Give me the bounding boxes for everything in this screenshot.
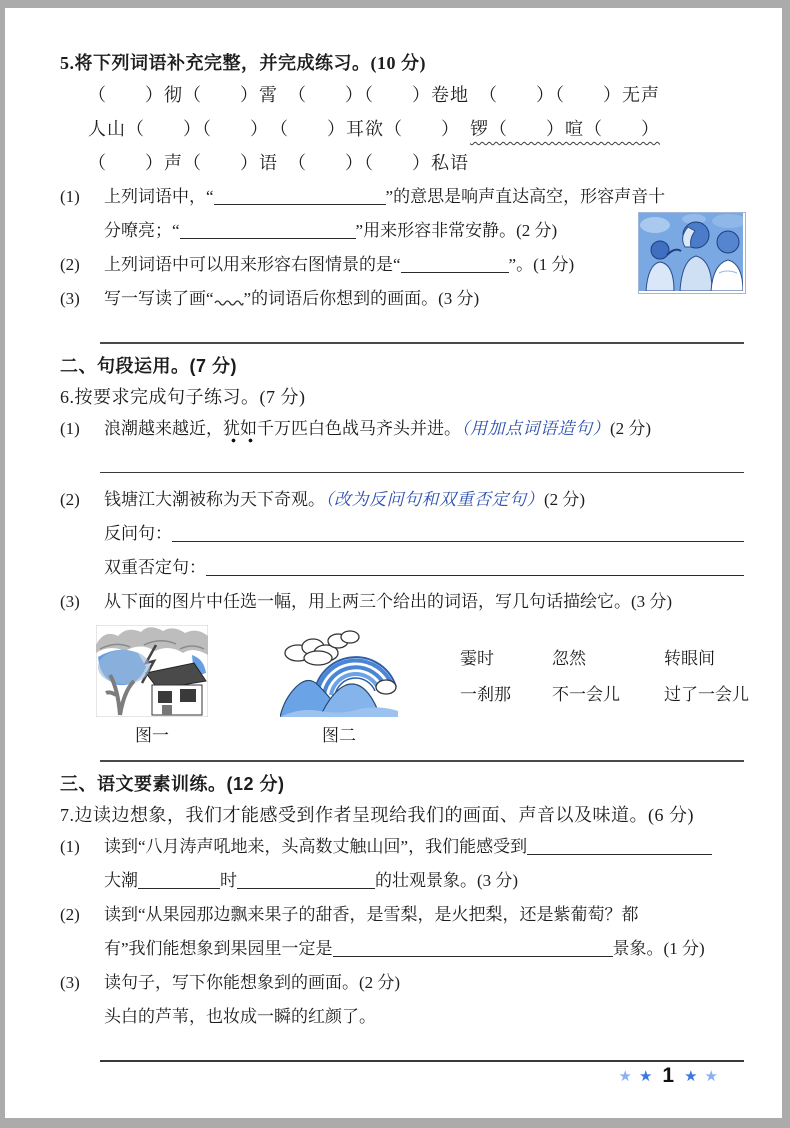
q5-sub1-line2-pre: 分嘹亮；“ [104,221,180,240]
q7-sub1-number: (1) [60,837,80,856]
star-icon: ★ [684,1067,698,1085]
section-divider [100,342,744,344]
q5-sub2-text: 上列词语中可以用来形容右图情景的是“ [104,255,401,274]
answer-blank [401,255,509,273]
rhetorical-question-label: 反问句： [104,524,172,543]
q5-sub1-text-pre: 上列词语中，“ [104,187,214,206]
answer-blank [237,871,375,889]
word-item: 霎时 [460,649,494,668]
answer-blank [214,187,386,205]
word-fill-row-3: （ ）声（ ）语 （ ）（ ）私语 [88,153,469,173]
answer-blank [206,551,744,576]
q6-sub2-answer1 [60,517,744,551]
q6-sub2-score: (2 分) [544,490,586,509]
question-7-heading: 7.边读边想象，我们才能感受到作者呈现给我们的画面、声音以及味道。(6 分) [60,805,694,825]
page-footer [619,1064,719,1088]
q7-sub3-line2: 头白的芦苇，也妆成一瞬的红颜了。 [104,1007,376,1026]
q7-sub1-line2 [60,864,744,898]
crowd-watching-illustration [638,212,746,294]
q5-sub1-line1 [60,180,744,214]
footer-divider [100,1060,744,1062]
star-icon: ★ [618,1067,632,1085]
question-5-heading: 5.将下列词语补充完整，并完成练习。(10 分) [60,53,426,73]
q6-sub1-text-post: 千万匹白色战马齐头并进。 [257,419,461,438]
q5-sub3-number: (3) [60,289,80,308]
q6-sub2-annotation: （改为反问句和双重否定句） [325,490,544,509]
answer-writing-line [100,446,744,473]
q7-sub2-line2 [60,932,744,966]
q6-sub2-text: 钱塘江大潮被称为天下奇观。 [104,490,325,509]
q7-sub2-l2b: 景象。(1 分) [612,939,705,958]
word-item: 一刹那 [460,685,511,704]
q7-sub2-text: 读到“从果园那边飘来果子的甜香，是雪梨，是火把梨，还是紫葡萄？都 [104,905,639,924]
q5-sub2-score: ”。(1 分) [508,255,575,274]
q6-sub1-annotation: （用加点词语造句） [461,419,610,438]
star-icon: ★ [638,1067,653,1085]
star-icon: ★ [704,1067,718,1085]
word-item: 忽然 [552,649,586,668]
q5-sub3-text-post: ”的词语后你想到的画面。(3 分) [243,289,480,308]
q6-sub2-number: (2) [60,490,80,509]
q7-sub1-l2c: 的壮观景象。(3 分) [375,871,519,890]
figure-2 [280,625,398,746]
word-bank [460,641,784,713]
word-fill-row-2 [60,112,744,146]
q7-sub3-text: 读句子，写下你能想象到的画面。(2 分) [104,973,401,992]
q6-sub1-score: (2 分) [610,419,652,438]
q7-sub1-line1 [60,830,744,864]
q6-sub2-answer2 [60,551,744,585]
q7-sub2-l2a: 有”我们能想象到果园里一定是 [104,939,333,958]
q7-sub1-text: 读到“八月涛声吼地来，头高数丈触山回”，我们能感受到 [104,837,528,856]
q7-sub2-line1 [60,898,744,932]
word-bank-row-2 [460,677,784,713]
word-item: 不一会儿 [552,685,620,704]
q7-sub1-l2a: 大潮 [104,871,138,890]
q5-sub1-text-mid: ”的意思是响声直达高空，形容声音十 [385,187,666,206]
word-item: 过了一会儿 [664,685,749,704]
word-fill-row-2-plain: 人山（ ）（ ） （ ）耳欲（ ） [88,119,470,139]
q7-sub3-number: (3) [60,973,80,992]
q6-sub3-text: 从下面的图片中任选一幅，用上两三个给出的词语，写几句话描绘它。(3 分) [104,592,673,611]
q6-sub1-dotted-word: 犹如 [223,419,257,443]
word-fill-row-2-wavy-underlined: 锣（ ）喧（ ） [470,119,660,139]
answer-blank [333,939,613,957]
answer-blank [527,837,712,855]
figure-2-caption: 图二 [322,726,356,745]
q5-sub3-text-pre: 写一写读了画“ [104,289,214,308]
figure-1-caption: 图一 [135,726,169,745]
word-fill-row-1: （ ）彻（ ）霄 （ ）（ ）卷地 （ ）（ ）无声 [88,85,660,105]
section-2-heading: 二、句段运用。(7 分) [60,356,237,376]
q6-sub3-line [60,585,744,619]
q7-sub1-l2b: 时 [220,871,237,890]
q6-sub1-line [60,412,744,446]
figure-row [60,625,749,746]
q5-sub2-number: (2) [60,255,80,274]
answer-blank [172,517,744,542]
word-item: 转眼间 [664,649,715,668]
q7-sub2-number: (2) [60,905,80,924]
q7-sub3-line1 [60,966,744,1000]
q6-sub1-number: (1) [60,419,80,438]
q6-sub1-text-pre: 浪潮越来越近， [104,419,223,438]
question-6-heading: 6.按要求完成句子练习。(7 分) [60,387,306,407]
double-negative-label: 双重否定句： [104,558,206,577]
q6-sub2-line [60,483,744,517]
figure-1 [96,625,208,746]
section-divider [100,760,744,762]
q5-sub1-line2-post: ”用来形容非常安静。(2 分) [355,221,558,240]
worksheet-page [5,8,782,1118]
wavy-line-mark [214,296,244,306]
q5-sub1-number: (1) [60,187,80,206]
rainbow-mountains-illustration [280,625,398,717]
word-bank-row-1 [460,641,784,677]
section-3-heading: 三、语文要素训练。(12 分) [60,774,285,794]
q6-sub3-number: (3) [60,592,80,611]
page-number: 1 [662,1064,675,1087]
storm-house-illustration [96,625,208,717]
answer-blank [180,221,356,239]
answer-blank [138,871,220,889]
